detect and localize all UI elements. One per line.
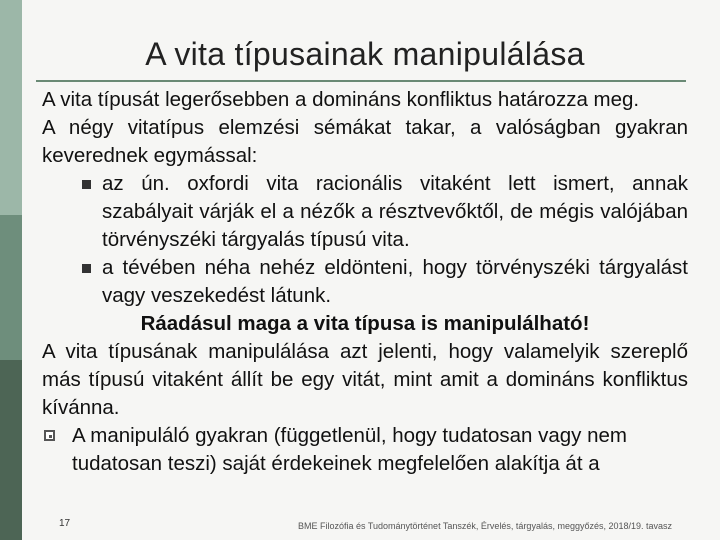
bullet-text: a tévében néha nehéz eldönteni, hogy törvényszéki tárgyalást vagy veszekedést látunk. — [102, 256, 688, 307]
bullet-text: az ún. oxfordi vita racionális vitaként lett ismert, annak szabályait várják el a nézők a résztvevőktől, de mégis valójában törvényszéki tárgyalás típusú vita. — [102, 172, 688, 251]
bullet-text-line1: A manipuláló gyakran (függetlenül, hogy tudatosan vagy nem — [72, 424, 628, 447]
bullet-manipulator-continuation: tudatosan teszi) saját érdekeinek megfelelően alakítja át a — [72, 452, 600, 475]
emphasis-statement: Ráadásul maga a vita típusa is manipulálható! — [140, 312, 590, 335]
paragraph-dominant-conflict: A vita típusát legerősebben a domináns konfliktus határozza meg. — [42, 88, 640, 111]
hollow-square-bullet-icon — [44, 430, 55, 441]
paragraph-manipulation-meaning: A vita típusának manipulálása azt jelenti, hogy valamelyik szereplő más típusú vitaként állít be egy vitát, mint amit a domináns konfliktus kívánna. — [42, 340, 688, 419]
page-number: 17 — [59, 518, 71, 529]
square-bullet-icon — [82, 180, 91, 189]
slide-title: A vita típusainak manipulálása — [145, 36, 585, 72]
slide-body — [42, 86, 688, 478]
footer-text: BME Filozófia és Tudománytörténet Tanszék, Érvelés, tárgyalás, meggyőzés, 2018/19. tavasz — [298, 521, 673, 531]
bullet-tv-debate — [42, 254, 688, 310]
bullet-oxford-debate — [42, 170, 688, 254]
side-decoration-bar — [0, 0, 22, 540]
bullet-manipulator — [42, 422, 688, 450]
title-divider — [36, 80, 686, 82]
paragraph-four-types: A négy vitatípus elemzési sémákat takar, a valóságban gyakran keverednek egymással: — [42, 116, 688, 167]
square-bullet-icon — [82, 264, 91, 273]
